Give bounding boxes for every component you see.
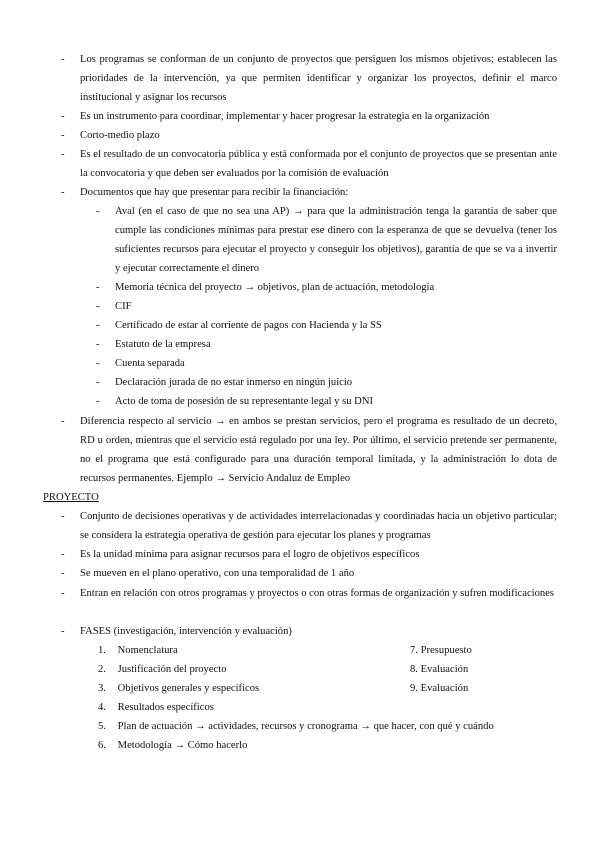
phase-item-right: 9. Evaluación — [410, 683, 469, 694]
phase-item — [98, 641, 178, 660]
bullet-dash: - — [61, 511, 65, 522]
phase-text: Objetivos generales y específicos — [117, 683, 260, 694]
sub-list-item-text: CIF — [115, 301, 132, 312]
list-item-text: Se mueven en el plano operativo, con una temporalidad de 1 año — [80, 568, 355, 579]
sub-list-item-text: Estatuto de la empresa — [115, 339, 211, 350]
list-item-text: Corto-medio plazo — [80, 130, 160, 141]
list-item-text: Es el resultado de un convocatoria pública y está conformada por el conjunto de proyectos que se presentan ante la convocatoria y que deben ser evaluados por la comisión de evaluación — [80, 149, 557, 179]
list-item-text: Los programas se conforman de un conjunto de proyectos que persiguen los mismos objetivos; establecen las prioridades de la intervención, ya que permiten identificar y organizar los proyectos, definir el marco institucional y asignar los recursos — [80, 54, 557, 103]
bullet-dash: - — [61, 568, 65, 579]
sub-list-item — [96, 392, 557, 411]
list-item-text: Es la unidad mínima para asignar recursos para el logro de objetivos específicos — [80, 549, 420, 560]
list-item — [61, 584, 557, 603]
list-item — [61, 145, 557, 183]
list-item-text: Diferencia respecto al servicio → en ambos se prestan servicios, pero el programa es resultado de un decreto, RD u orden, mientras que el servicio está regulado por una ley. Por último, el servicio pretende ser permanente, no el programa que está configurado para una duración temporal limitada, y la administración lo dota de recursos permanentes. Ejemplo → Servicio Andaluz de Empleo — [80, 416, 557, 484]
section-heading: PROYECTO — [43, 492, 99, 503]
phase-item-right: 8. Evaluación — [410, 664, 469, 675]
bullet-dash: - — [61, 626, 65, 637]
phase-item-right: 7. Presupuesto — [410, 645, 472, 656]
bullet-dash: - — [96, 339, 100, 350]
phase-number: 6. — [98, 740, 106, 751]
sub-list-item — [96, 202, 557, 278]
phase-item — [98, 717, 494, 736]
phase-number: 5. — [98, 721, 106, 732]
bullet-dash: - — [96, 396, 100, 407]
phase-item — [98, 698, 214, 717]
sub-list-item — [96, 278, 557, 297]
phase-text: Plan de actuación → actividades, recursos y cronograma → que hacer, con qué y cuándo — [117, 721, 494, 732]
sub-list-item — [96, 297, 557, 316]
list-item — [61, 183, 557, 202]
bullet-dash: - — [61, 149, 65, 160]
sub-list-item — [96, 373, 557, 392]
list-item-text: Es un instrumento para coordinar, implementar y hacer progresar la estrategia en la organización — [80, 111, 490, 122]
list-item — [61, 126, 557, 145]
phase-item — [98, 679, 259, 698]
sub-list-item-text: Certificado de estar al corriente de pagos con Hacienda y la SS — [115, 320, 382, 331]
bullet-dash: - — [61, 416, 65, 427]
sub-list-item — [96, 335, 557, 354]
sub-list-item-text: Acto de toma de posesión de su representante legal y su DNI — [115, 396, 374, 407]
list-item-text: Conjunto de decisiones operativas y de actividades interrelacionadas y coordinadas hacia un objetivo particular; se considera la estrategia operativa de gestión para ejecutar los planes y programas — [80, 511, 557, 541]
list-item — [61, 412, 557, 488]
list-item-text: FASES (investigación, intervención y evaluación) — [80, 626, 292, 637]
bullet-dash: - — [96, 358, 100, 369]
phase-text: Nomenclatura — [117, 645, 178, 656]
bullet-dash: - — [61, 130, 65, 141]
bullet-dash: - — [96, 282, 100, 293]
sub-list-item — [96, 316, 557, 335]
bullet-dash: - — [61, 187, 65, 198]
list-item — [61, 545, 557, 564]
list-item — [61, 50, 557, 107]
sub-list-item-text: Aval (en el caso de que no sea una AP) → para que la administración tenga la garantía de saber que cumple las condiciones mínimas para prestar ese dinero con la esperanza de que se devuelva (tener los suficientes recursos para ejecutar el proyecto y conseguir los objetivos), garantía de que se va a invertir y ejecutar correctamente el dinero — [115, 206, 557, 274]
sub-list-item-text: Cuenta separada — [115, 358, 185, 369]
sub-list-item — [96, 354, 557, 373]
phase-item — [98, 660, 227, 679]
list-item-text: Entran en relación con otros programas y proyectos o con otras formas de organización y sufren modificaciones — [80, 588, 555, 599]
bullet-dash: - — [96, 301, 100, 312]
bullet-dash: - — [96, 320, 100, 331]
list-item — [61, 107, 557, 126]
list-item-text: Documentos que hay que presentar para recibir la financiación: — [80, 187, 349, 198]
bullet-dash: - — [61, 588, 65, 599]
phase-item — [98, 736, 247, 755]
list-item — [61, 564, 557, 583]
bullet-dash: - — [61, 54, 65, 65]
bullet-dash: - — [61, 549, 65, 560]
phase-number: 3. — [98, 683, 106, 694]
phase-number: 1. — [98, 645, 106, 656]
phase-number: 4. — [98, 702, 106, 713]
bullet-dash: - — [96, 377, 100, 388]
list-item — [61, 622, 557, 641]
phase-text: Justificación del proyecto — [117, 664, 227, 675]
sub-list-item-text: Declaración jurada de no estar inmerso en ningún juicio — [115, 377, 353, 388]
phase-text: Resultados específicos — [117, 702, 214, 713]
phase-text: Metodología → Cómo hacerlo — [117, 740, 248, 751]
bullet-dash: - — [61, 111, 65, 122]
phase-number: 2. — [98, 664, 106, 675]
bullet-dash: - — [96, 206, 100, 217]
sub-list-item-text: Memoria técnica del proyecto → objetivos, plan de actuación, metodología — [115, 282, 435, 293]
list-item — [61, 507, 557, 545]
